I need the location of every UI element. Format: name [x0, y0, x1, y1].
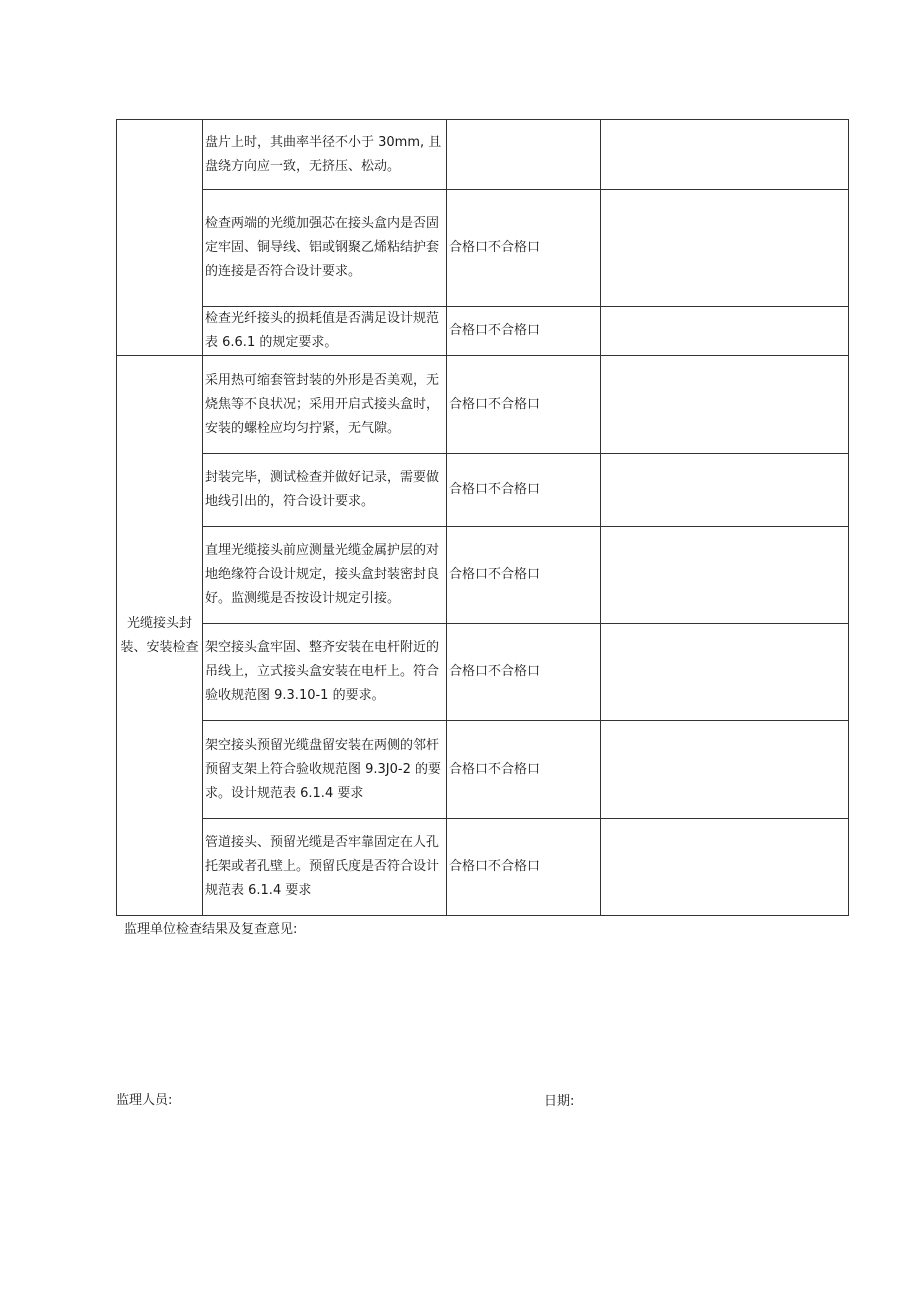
result-cell: 合格口不合格口: [447, 721, 601, 819]
remark-cell: [601, 120, 849, 190]
table-row: [117, 624, 849, 721]
check-item-text: 直埋光缆接头前应测量光缆金属护层的对地绝缘符合设计规定，接头盒封装密封良好。监测缆是否按设计规定引接。: [205, 543, 440, 606]
check-item-text: 盘片上时，其曲率半径不小于 30mm, 且盘绕方向应一致，无挤压、松动。: [205, 134, 442, 174]
check-item: [203, 819, 447, 916]
remark-cell: [601, 307, 849, 356]
check-item: [203, 307, 447, 356]
result-cell: 合格口不合格口: [447, 624, 601, 721]
table-row: [117, 307, 849, 356]
check-item-text: 架空接头预留光缆盘留安装在两侧的邻杆预留支架上符合验收规范图 9.3J0-2 的要求。设计规范表 6.1.4 要求: [205, 737, 442, 801]
check-item-text: 采用热可缩套管封装的外形是否美观，无烧焦等不良状况；采用开启式接头盒时，安装的螺栓应均匀拧紧，无气隙。: [205, 372, 440, 436]
section-label: 光缆接头封装、安装检查: [117, 356, 203, 916]
check-item-text: 管道接头、预留光缆是否牢靠固定在人孔托架或者孔壁上。预留氏度是否符合设计规范表 6.1.4 要求: [205, 835, 440, 898]
remark-cell: [601, 721, 849, 819]
remark-cell: [601, 527, 849, 624]
table-row: [117, 356, 849, 454]
result-cell: 合格口不合格口: [447, 190, 601, 307]
inspection-table-wrapper: [116, 119, 848, 916]
table-row: [117, 819, 849, 916]
check-item: [203, 721, 447, 819]
table-row: [117, 454, 849, 527]
check-item-text: 检查两端的光缆加强芯在接头盒内是否固定牢固、铜导线、铝或钢聚乙烯粘结护套的连接是否符合设计要求。: [205, 216, 440, 279]
supervision-opinion-label: 监理单位检查结果及复查意见:: [124, 922, 298, 937]
table-row: [117, 120, 849, 190]
remark-cell: [601, 190, 849, 307]
check-item-text: 检查光纤接头的损耗值是否满足设计规范表 6.6.1 的规定要求。: [205, 311, 440, 350]
table-row: [117, 527, 849, 624]
remark-cell: [601, 624, 849, 721]
result-cell: [447, 120, 601, 190]
remark-cell: [601, 454, 849, 527]
check-item: [203, 120, 447, 190]
check-item-text: 封装完毕，测试检查并做好记录，需要做地线引出的，符合设计要求。: [205, 470, 440, 509]
check-item: [203, 190, 447, 307]
remark-cell: [601, 356, 849, 454]
result-cell: 合格口不合格口: [447, 356, 601, 454]
inspection-table: [116, 119, 849, 916]
supervisor-label: 监理人员:: [116, 1093, 173, 1108]
check-item-text: 架空接头盒牢固、整齐安装在电杆附近的吊线上，立式接头盒安装在电杆上。符合验收规范图 9.3.10-1 的要求。: [205, 640, 440, 703]
result-cell: 合格口不合格口: [447, 819, 601, 916]
table-row: [117, 190, 849, 307]
check-item: [203, 454, 447, 527]
table-row: [117, 721, 849, 819]
check-item: [203, 356, 447, 454]
remark-cell: [601, 819, 849, 916]
result-cell: 合格口不合格口: [447, 527, 601, 624]
check-item: [203, 527, 447, 624]
check-item: [203, 624, 447, 721]
section-cell-previous: [117, 120, 203, 356]
result-cell: 合格口不合格口: [447, 454, 601, 527]
date-label: 日期:: [544, 1094, 575, 1109]
result-cell: 合格口不合格口: [447, 307, 601, 356]
